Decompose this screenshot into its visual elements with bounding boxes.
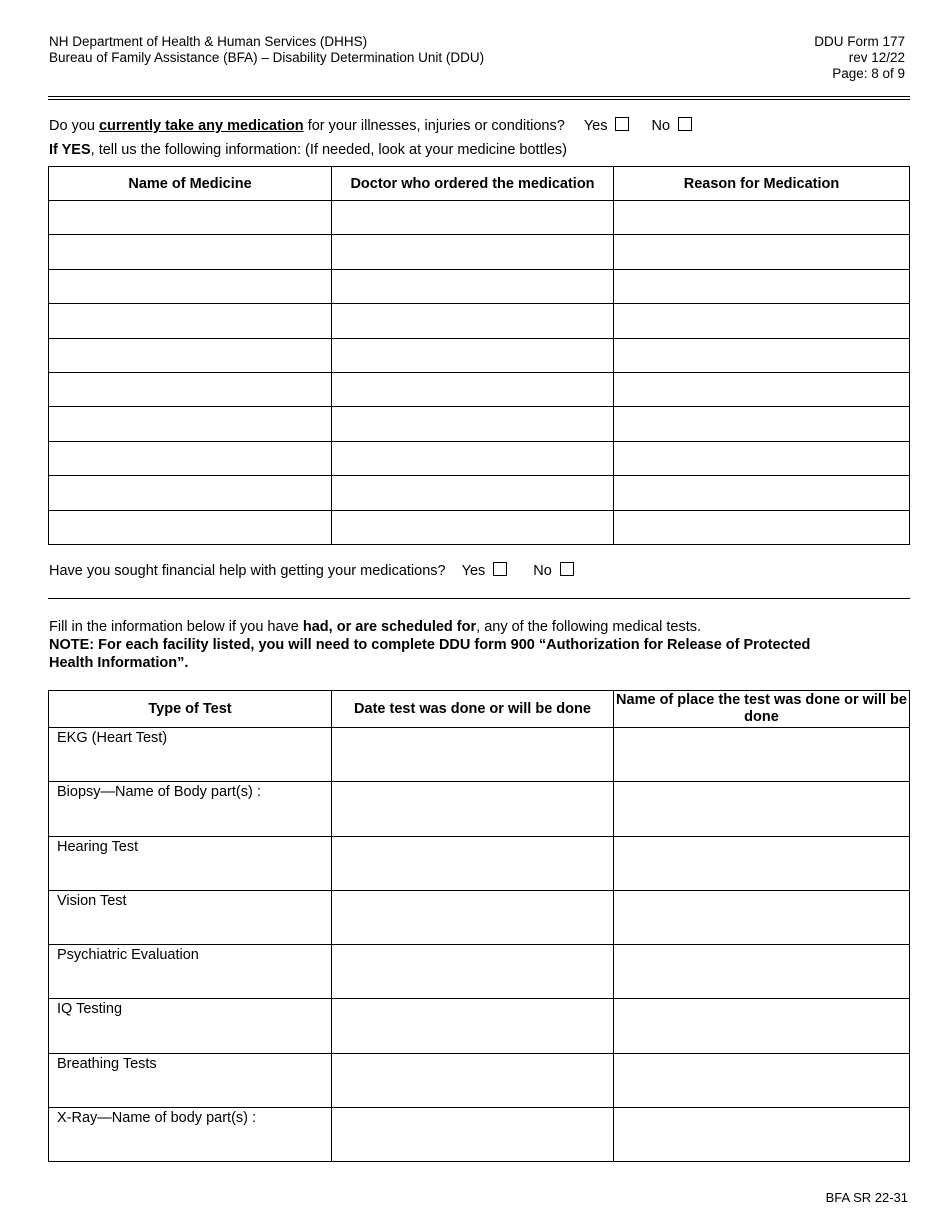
reason-cell[interactable]: [614, 304, 910, 338]
medication-row: [49, 510, 910, 544]
test-row: [49, 836, 910, 890]
section-divider: [48, 598, 910, 599]
test-date-cell[interactable]: [332, 728, 614, 782]
medicine-name-cell[interactable]: [49, 441, 332, 475]
doctor-cell[interactable]: [332, 510, 614, 544]
form-revision: rev 12/22: [848, 50, 905, 65]
test-date-cell[interactable]: [332, 1108, 614, 1162]
test-row: [49, 1108, 910, 1162]
medicine-name-cell[interactable]: [49, 407, 332, 441]
medical-tests-table: [48, 690, 910, 1162]
column-header-test-type: Type of Test: [49, 691, 332, 728]
financial-no-checkbox[interactable]: [560, 562, 574, 576]
financial-yes-option: Yes: [462, 562, 508, 579]
agency-name: NH Department of Health & Human Services (DHHS): [49, 34, 368, 49]
medication-yes-option: Yes: [584, 117, 630, 134]
medicine-name-cell[interactable]: [49, 372, 332, 406]
medication-question: Do you currently take any medication for your illnesses, injuries or conditions? Yes No: [49, 117, 692, 134]
reason-cell[interactable]: [614, 476, 910, 510]
test-type-label: Biopsy—Name of Body part(s) :: [49, 782, 332, 836]
test-place-cell[interactable]: [614, 890, 910, 944]
medication-instructions: If YES, tell us the following information: (If needed, look at your medicine bottles): [49, 142, 567, 158]
medicine-name-cell[interactable]: [49, 476, 332, 510]
medication-row: [49, 269, 910, 303]
form-number: DDU Form 177: [814, 34, 905, 49]
test-type-label: X-Ray—Name of body part(s) :: [49, 1108, 332, 1162]
test-place-cell[interactable]: [614, 945, 910, 999]
form-info: [814, 34, 905, 82]
reason-cell[interactable]: [614, 372, 910, 406]
medication-row: [49, 235, 910, 269]
test-row: [49, 945, 910, 999]
medication-row: [49, 476, 910, 510]
test-date-cell[interactable]: [332, 945, 614, 999]
tests-intro: Fill in the information below if you have had, or are scheduled for, any of the following medical tests.: [49, 619, 702, 635]
test-date-cell[interactable]: [332, 836, 614, 890]
medicine-name-cell[interactable]: [49, 269, 332, 303]
tests-note-line-1: NOTE: For each facility listed, you will need to complete DDU form 900 “Authorization for Release of Protected: [49, 637, 811, 653]
test-type-label: Psychiatric Evaluation: [49, 945, 332, 999]
test-row: [49, 999, 910, 1053]
reason-cell[interactable]: [614, 201, 910, 235]
doctor-cell[interactable]: [332, 441, 614, 475]
reason-cell[interactable]: [614, 269, 910, 303]
medication-question-emphasis: currently take any medication: [98, 118, 304, 134]
test-date-cell[interactable]: [332, 782, 614, 836]
medicine-name-cell[interactable]: [49, 235, 332, 269]
column-header-doctor: Doctor who ordered the medication: [332, 167, 614, 201]
medication-table-header: [49, 167, 910, 201]
reason-cell[interactable]: [614, 407, 910, 441]
financial-help-question: Have you sought financial help with getting your medications? Yes No: [49, 562, 574, 579]
test-place-cell[interactable]: [614, 1053, 910, 1107]
test-place-cell[interactable]: [614, 1108, 910, 1162]
medication-row: [49, 338, 910, 372]
doctor-cell[interactable]: [332, 476, 614, 510]
test-place-cell[interactable]: [614, 728, 910, 782]
medication-row: [49, 407, 910, 441]
medication-row: [49, 304, 910, 338]
test-type-label: Hearing Test: [49, 836, 332, 890]
tests-note-line-2: Health Information”.: [49, 655, 189, 671]
doctor-cell[interactable]: [332, 201, 614, 235]
test-row: [49, 728, 910, 782]
test-row: [49, 1053, 910, 1107]
test-place-cell[interactable]: [614, 782, 910, 836]
medicine-name-cell[interactable]: [49, 304, 332, 338]
reason-cell[interactable]: [614, 441, 910, 475]
test-type-label: Breathing Tests: [49, 1053, 332, 1107]
doctor-cell[interactable]: [332, 338, 614, 372]
column-header-test-date: Date test was done or will be done: [332, 691, 614, 728]
medication-row: [49, 372, 910, 406]
doctor-cell[interactable]: [332, 269, 614, 303]
column-header-test-place: Name of place the test was done or will be done: [614, 691, 910, 728]
medicine-name-cell[interactable]: [49, 510, 332, 544]
column-header-medicine-name: Name of Medicine: [49, 167, 332, 201]
medication-yes-checkbox[interactable]: [615, 117, 629, 131]
financial-no-option: No: [533, 562, 574, 579]
test-date-cell[interactable]: [332, 890, 614, 944]
medication-row: [49, 441, 910, 475]
tests-table-header: [49, 691, 910, 728]
doctor-cell[interactable]: [332, 372, 614, 406]
test-row: [49, 890, 910, 944]
test-type-label: IQ Testing: [49, 999, 332, 1053]
test-type-label: Vision Test: [49, 890, 332, 944]
form-code: BFA SR 22-31: [825, 1190, 908, 1205]
medicine-name-cell[interactable]: [49, 338, 332, 372]
reason-cell[interactable]: [614, 235, 910, 269]
agency-header: [49, 34, 484, 66]
test-place-cell[interactable]: [614, 999, 910, 1053]
medication-row: [49, 201, 910, 235]
medication-no-option: No: [652, 117, 693, 134]
test-place-cell[interactable]: [614, 836, 910, 890]
test-row: [49, 782, 910, 836]
financial-yes-checkbox[interactable]: [493, 562, 507, 576]
medication-no-checkbox[interactable]: [678, 117, 692, 131]
doctor-cell[interactable]: [332, 235, 614, 269]
doctor-cell[interactable]: [332, 407, 614, 441]
bureau-name: Bureau of Family Assistance (BFA) – Disability Determination Unit (DDU): [49, 50, 485, 65]
test-date-cell[interactable]: [332, 999, 614, 1053]
test-date-cell[interactable]: [332, 1053, 614, 1107]
page-number: Page: 8 of 9: [832, 66, 905, 81]
header-divider: [48, 96, 910, 100]
reason-cell[interactable]: [614, 510, 910, 544]
doctor-cell[interactable]: [332, 304, 614, 338]
reason-cell[interactable]: [614, 338, 910, 372]
column-header-reason: Reason for Medication: [614, 167, 910, 201]
test-type-label: EKG (Heart Test): [49, 728, 332, 782]
medicine-name-cell[interactable]: [49, 201, 332, 235]
medication-table: [48, 166, 910, 545]
